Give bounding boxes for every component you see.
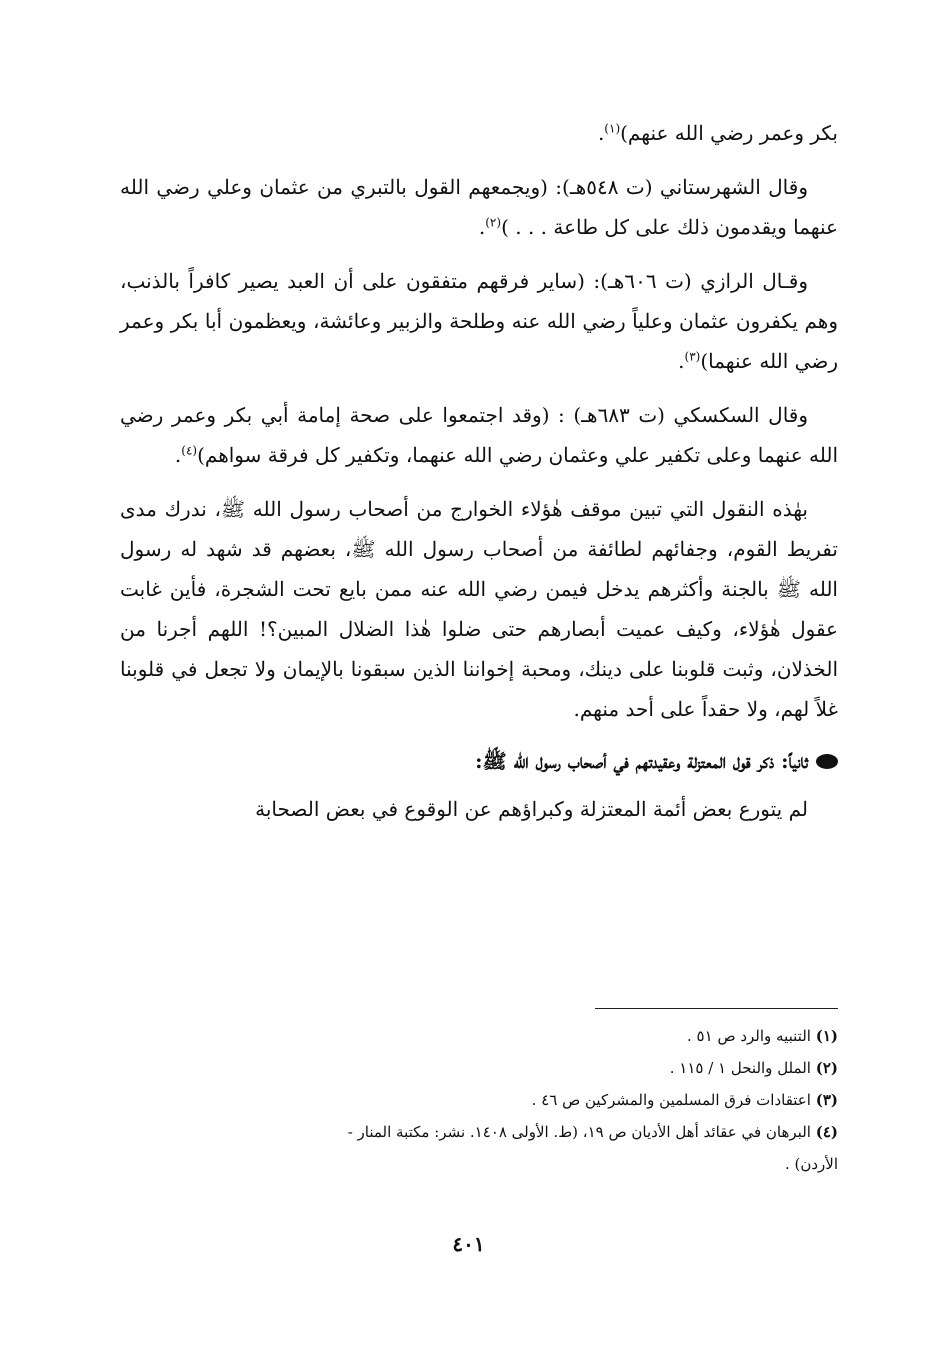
paragraph-3: وقـال الرازي (ت ٦٠٦هـ): (ساير فرقهم متفقون على أن العبد يصير كافراً بالذنب، وهم يكفرون عثمان وعلياً رضي الله عنه وطلحة والزبير وعائشة، ويعظمون أبا بكر وعمر رضي الله عنهما)$^{(٣)}$. bbox=[120, 269, 838, 373]
paragraph-5: بهٰذه النقول التي تبين موقف هٰؤلاء الخوارج من أصحاب رسول الله ﷺ، ندرك مدى تفريط القوم، وجفائهم لطائفة من أصحاب رسول الله ﷺ، بعضهم قد شهد له رسول الله ﷺ بالجنة وأكثرهم يدخل فيمن رضي الله عنه ممن بايع تحت الشجرة، فأين غابت عقول هٰؤلاء، وكيف عميت أبصارهم حتى ضلوا هٰذا الضلال المبين؟! اللهم أجرنا من الخذلان، وثبت قلوبنا على دينك، ومحبة إخواننا الذين سبقونا بالإيمان ولا تجعل في قلوبنا غلاً لهم، ولا حقداً على أحد منهم. bbox=[120, 497, 838, 721]
paragraph-4: وقال السكسكي (ت ٦٨٣هـ) : (وقد اجتمعوا على صحة إمامة أبي بكر وعمر رضي الله عنهما وعلى تكفير علي وعثمان رضي الله عنهما، وتكفير كل فرقة سواهم)$^{(٤)}$. bbox=[120, 403, 838, 467]
footnote-3: (٣) اعتقادات فرق المسلمين والمشركين ص ٤٦ . bbox=[531, 1091, 838, 1109]
bullet-icon bbox=[816, 754, 838, 769]
footnote-ref-4[interactable]: (٤) bbox=[181, 443, 198, 458]
footnote-ref-3[interactable]: (٣) bbox=[684, 349, 701, 364]
main-text bbox=[120, 113, 838, 843]
footnote-divider bbox=[595, 1008, 838, 1009]
page-number: ٤٠١ bbox=[452, 1232, 485, 1256]
footnote-2: (٢) الملل والنحل ١ / ١١٥ . bbox=[669, 1059, 838, 1077]
paragraph-2: وقال الشهرستاني (ت ٥٤٨هـ): (ويجمعهم القول بالتبري من عثمان وعلي رضي الله عنهما ويقدمون ذلك على كل طاعة . . . )$^{(٢)}$. bbox=[120, 175, 838, 239]
paragraph-6: لم يتورع بعض أئمة المعتزلة وكبراؤهم عن الوقوع في بعض الصحابة bbox=[255, 797, 808, 821]
footnotes bbox=[108, 1020, 838, 1180]
footnote-1: (١) التنبيه والرد ص ٥١ . bbox=[687, 1027, 838, 1045]
section-heading bbox=[120, 743, 838, 779]
footnote-ref-1[interactable]: (١) bbox=[604, 121, 621, 136]
footnote-4: (٤) البرهان في عقائد أهل الأديان ص ١٩، (ط. الأولى ١٤٠٨. نشر: مكتبة المنار - bbox=[347, 1123, 838, 1141]
paragraph-1: بكر وعمر رضي الله عنهم)$^{(١)}$. bbox=[597, 121, 838, 145]
section-heading-text: ثانياً: ذكر قول المعتزلة وعقيدتهم في أصحاب رسول الله ﷺ: bbox=[475, 749, 808, 773]
footnote-ref-2[interactable]: (٢) bbox=[485, 215, 502, 230]
footnote-4-continuation: الأردن) . bbox=[784, 1155, 838, 1173]
